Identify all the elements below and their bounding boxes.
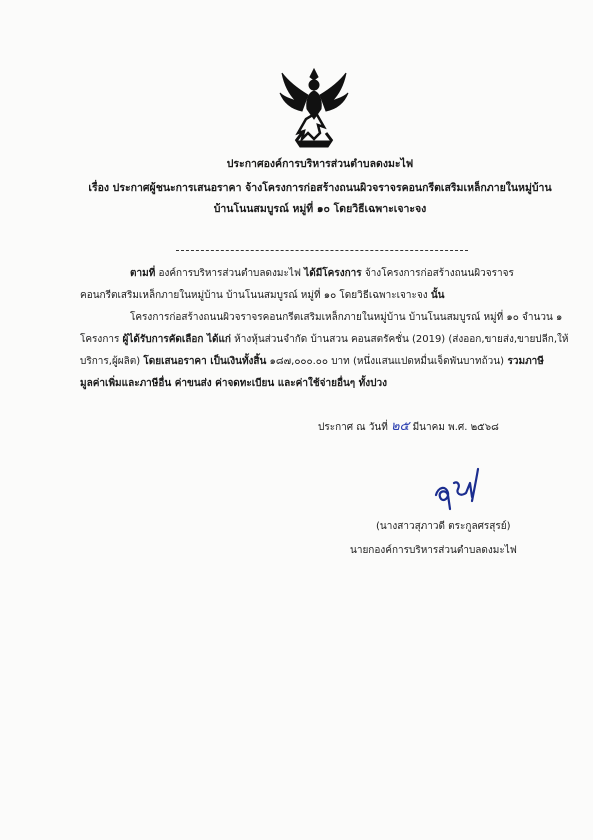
text: องค์การบริหารส่วนตำบลดงมะไฟ bbox=[155, 268, 305, 279]
announcement-subject: เรื่อง ประกาศผู้ชนะการเสนอราคา จ้างโครงการก่อสร้างถนนผิวจราจรคอนกรีตเสริมเหล็กภายในหมู่บ้าน bbox=[88, 182, 552, 194]
price-in-words: (หนึ่งแสนแปดหมื่นเจ็ดพันบาทถ้วน) bbox=[352, 356, 505, 367]
paragraph-1-line-1 bbox=[130, 267, 514, 281]
text: โครงการ bbox=[80, 334, 123, 345]
text-bold: ตามที่ bbox=[130, 268, 156, 279]
text-bold: นั้น bbox=[430, 290, 445, 301]
date-day-handwritten: ๒๕ bbox=[390, 419, 410, 434]
text-bold: ได้มีโครงการ bbox=[304, 268, 362, 279]
paragraph-2-line-1: โครงการก่อสร้างถนนผิวจราจรคอนกรีตเสริมเหล็กภายในหมู่บ้าน บ้านโนนสมบูรณ์ หมู่ที่ ๑๐ จำนวน ๑ bbox=[130, 312, 563, 323]
text: คอนกรีตเสริมเหล็กภายในหมู่บ้าน บ้านโนนสมบูรณ์ หมู่ที่ ๑๐ โดยวิธีเฉพาะเจาะจง bbox=[80, 290, 431, 301]
paragraph-2-line-2 bbox=[80, 333, 569, 347]
paragraph-2-line-4: มูลค่าเพิ่มและภาษีอื่น ค่าขนส่ง ค่าจดทะเบียน และค่าใช้จ่ายอื่นๆ ทั้งปวง bbox=[80, 378, 387, 389]
text-bold: รวมภาษี bbox=[504, 356, 544, 367]
text: ห้างหุ้นส่วนจำกัด บ้านสวน คอนสตรัคชั่น (2019) (ส่งออก,ขายส่ง,ขายปลีก,ให้ bbox=[230, 334, 569, 345]
paragraph-2-line-3 bbox=[80, 355, 544, 369]
announcement-subject-cont: บ้านโนนสมบูรณ์ หมู่ที่ ๑๐ โดยวิธีเฉพาะเจาะจง bbox=[213, 203, 427, 215]
date-prefix: ประกาศ ณ วันที่ bbox=[318, 422, 388, 433]
paragraph-1-line-2 bbox=[80, 289, 444, 303]
separator-line bbox=[176, 250, 468, 251]
announcement-date bbox=[318, 420, 499, 435]
text-bold: ผู้ได้รับการคัดเลือก ได้แก่ bbox=[122, 334, 231, 345]
announcement-title: ประกาศองค์การบริหารส่วนตำบลดงมะไฟ bbox=[226, 158, 414, 170]
garuda-emblem-icon bbox=[278, 65, 350, 153]
text-bold: โดยเสนอราคา เป็นเงินทั้งสิ้น bbox=[143, 356, 267, 367]
date-month-year: มีนาคม พ.ศ. ๒๕๖๘ bbox=[412, 422, 499, 433]
price-amount: ๑๘๗,๐๐๐.๐๐ บาท bbox=[266, 356, 353, 367]
text: จ้างโครงการก่อสร้างถนนผิวจราจร bbox=[361, 268, 514, 279]
signatory-position: นายกองค์การบริหารส่วนตำบลดงมะไฟ bbox=[350, 545, 517, 556]
text: บริการ,ผู้ผลิต) bbox=[80, 356, 144, 367]
signatory-name: (นางสาวสุภาวดี ตระกูลศรสุรย์) bbox=[376, 521, 511, 532]
handwritten-signature bbox=[430, 465, 490, 515]
